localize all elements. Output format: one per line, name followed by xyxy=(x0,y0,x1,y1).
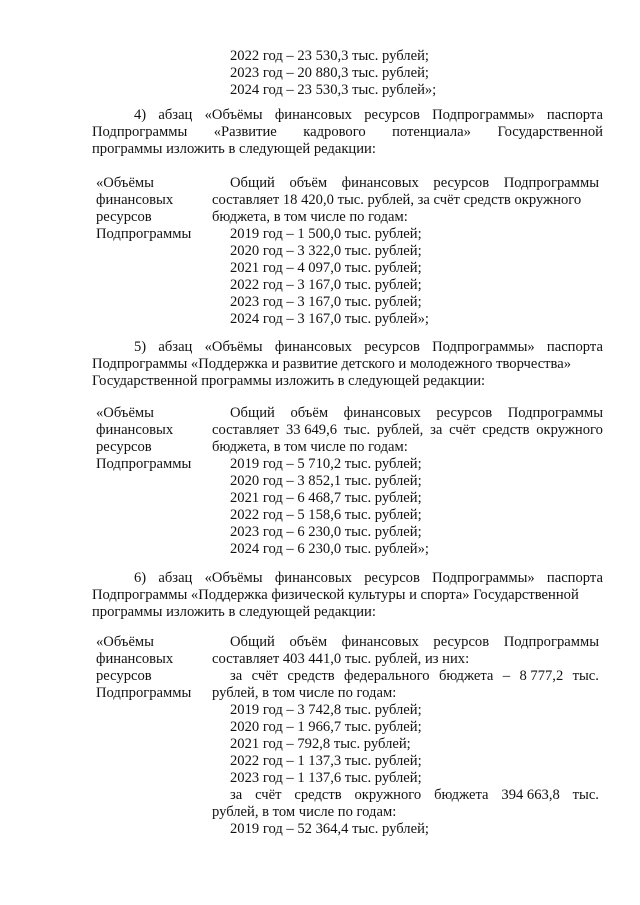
year-line: 2023 год – 6 230,0 тыс. рублей; xyxy=(230,524,422,540)
item4-label: финансовых xyxy=(96,192,174,208)
year-line: 2024 год – 6 230,0 тыс. рублей»; xyxy=(230,541,429,557)
item6-content-line2: составляет 403 441,0 тыс. рублей, из них: xyxy=(212,651,470,667)
year-line: 2020 год – 3 322,0 тыс. рублей; xyxy=(230,243,422,259)
year-line: 2022 год – 3 167,0 тыс. рублей; xyxy=(230,277,422,293)
item6-label: «Объёмы xyxy=(96,634,154,650)
item5-paragraph-line3: Государственной программы изложить в следующей редакции: xyxy=(92,373,486,389)
item6-okrug-line2: рублей, в том числе по годам: xyxy=(212,804,397,820)
year-line: 2023 год – 3 167,0 тыс. рублей; xyxy=(230,294,422,310)
item4-content-line1: Общий объём финансовых ресурсов Подпрограммы xyxy=(230,175,599,191)
item6-label: ресурсов xyxy=(96,668,152,684)
item5-paragraph-line2: Подпрограммы «Поддержка и развитие детского и молодежного творчества» xyxy=(92,356,572,372)
item4-content-line2: составляет 18 420,0 тыс. рублей, за счёт средств окружного xyxy=(212,192,582,208)
year-line: 2023 год – 1 137,6 тыс. рублей; xyxy=(230,770,422,786)
item4-label: «Объёмы xyxy=(96,175,154,191)
item5-label: ресурсов xyxy=(96,439,152,455)
item6-okrug-line1: за счёт средств окружного бюджета 394 663,8 тыс. xyxy=(230,787,599,803)
item5-label: финансовых xyxy=(96,422,174,438)
year-line: 2024 год – 23 530,3 тыс. рублей»; xyxy=(230,82,437,98)
item6-paragraph-line3: программы изложить в следующей редакции: xyxy=(92,604,376,620)
item6-federal-line2: рублей, в том числе по годам: xyxy=(212,685,397,701)
item5-label: Подпрограммы xyxy=(96,456,192,472)
item5-paragraph-line1: 5) абзац «Объёмы финансовых ресурсов Подпрограммы» паспорта xyxy=(134,339,603,355)
year-line: 2019 год – 1 500,0 тыс. рублей; xyxy=(230,226,422,242)
item4-paragraph-line1: 4) абзац «Объёмы финансовых ресурсов Подпрограммы» паспорта xyxy=(134,107,603,123)
year-line: 2019 год – 52 364,4 тыс. рублей; xyxy=(230,821,429,837)
item4-label: ресурсов xyxy=(96,209,152,225)
item4-paragraph-line2: Подпрограммы «Развитие кадрового потенциала» Государственной xyxy=(92,124,603,140)
item6-content-line1: Общий объём финансовых ресурсов Подпрограммы xyxy=(230,634,599,650)
year-line: 2020 год – 3 852,1 тыс. рублей; xyxy=(230,473,422,489)
year-line: 2021 год – 792,8 тыс. рублей; xyxy=(230,736,411,752)
year-line: 2024 год – 3 167,0 тыс. рублей»; xyxy=(230,311,429,327)
item6-paragraph-line2: Подпрограммы «Поддержка физической культуры и спорта» Государственной xyxy=(92,587,579,603)
item4-label: Подпрограммы xyxy=(96,226,192,242)
year-line: 2021 год – 6 468,7 тыс. рублей; xyxy=(230,490,422,506)
item5-label: «Объёмы xyxy=(96,405,154,421)
item5-content-line2: составляет 33 649,6 тыс. рублей, за счёт средств окружного xyxy=(212,422,603,438)
year-line: 2020 год – 1 966,7 тыс. рублей; xyxy=(230,719,422,735)
item6-label: Подпрограммы xyxy=(96,685,192,701)
year-line: 2023 год – 20 880,3 тыс. рублей; xyxy=(230,65,429,81)
item6-label: финансовых xyxy=(96,651,174,667)
year-line: 2021 год – 4 097,0 тыс. рублей; xyxy=(230,260,422,276)
item4-paragraph-line3: программы изложить в следующей редакции: xyxy=(92,141,376,157)
item5-content-line1: Общий объём финансовых ресурсов Подпрограммы xyxy=(230,405,603,421)
year-line: 2022 год – 23 530,3 тыс. рублей; xyxy=(230,48,429,64)
year-line: 2019 год – 5 710,2 тыс. рублей; xyxy=(230,456,422,472)
item4-content-line3: бюджета, в том числе по годам: xyxy=(212,209,408,225)
year-line: 2022 год – 5 158,6 тыс. рублей; xyxy=(230,507,422,523)
item5-content-line3: бюджета, в том числе по годам: xyxy=(212,439,408,455)
item6-federal-line1: за счёт средств федерального бюджета – 8 777,2 тыс. xyxy=(230,668,599,684)
year-line: 2019 год – 3 742,8 тыс. рублей; xyxy=(230,702,422,718)
year-line: 2022 год – 1 137,3 тыс. рублей; xyxy=(230,753,422,769)
item6-paragraph-line1: 6) абзац «Объёмы финансовых ресурсов Подпрограммы» паспорта xyxy=(134,570,603,586)
